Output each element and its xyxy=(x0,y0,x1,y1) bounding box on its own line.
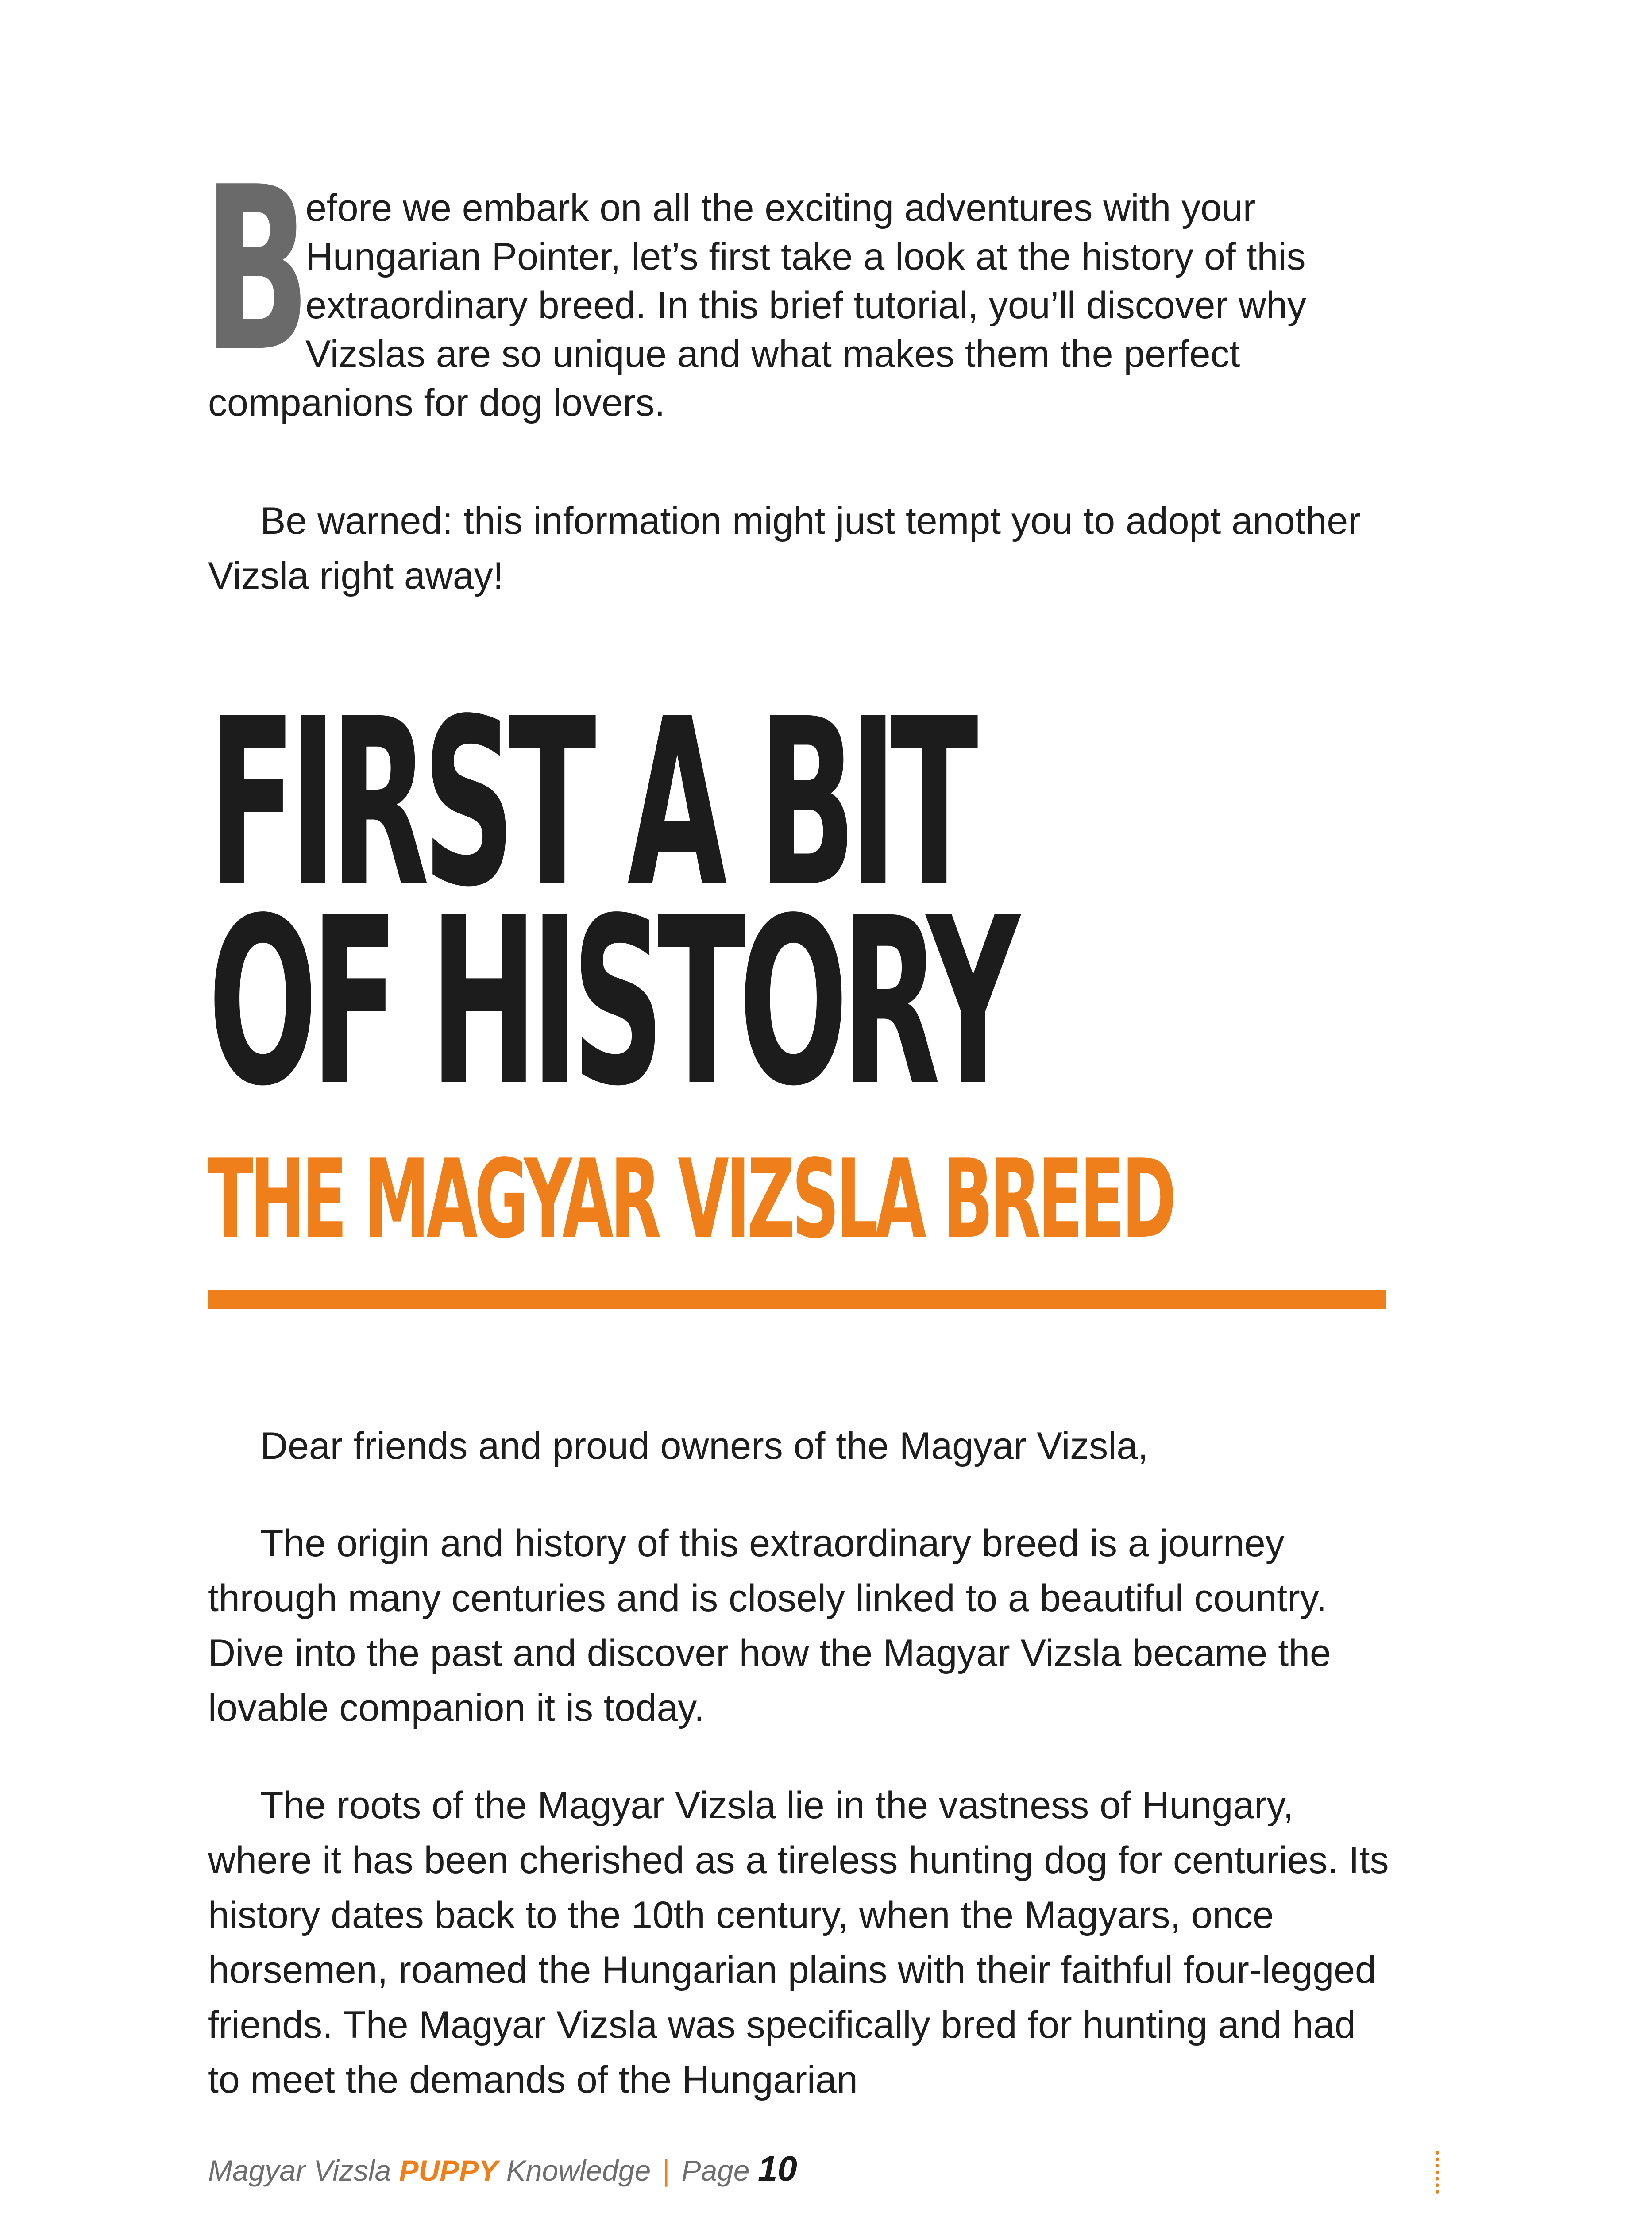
orange-divider xyxy=(208,1290,1386,1309)
intro-paragraph-2: Be warned: this information might just tempt you to adopt another Vizsla right away! xyxy=(208,500,1361,597)
page-footer xyxy=(208,2149,797,2190)
dotted-marker-icon xyxy=(1436,2151,1443,2194)
footer-page-label: Page xyxy=(681,2154,758,2187)
title-line-2: OF HISTORY xyxy=(208,868,1013,1137)
title-line-1: FIRST A BIT xyxy=(208,669,972,937)
drop-cap: B xyxy=(204,139,308,401)
page-subtitle: THE MAGYAR VIZSLA BREED xyxy=(208,1136,1173,1262)
footer-title-prefix: Magyar Vizsla xyxy=(208,2154,399,2187)
footer-title-suffix: Knowledge xyxy=(498,2154,651,2187)
body-paragraph: The roots of the Magyar Vizsla lie in the vastness of Hungary, where it has been cherished as a tireless hunting dog for centuries. Its history dates back to the 10th century, when the Magyars, once horsemen, roamed the Hungarian plains with their faithful four-legged friends. The Magyar Vizsla was specifically bred for hunting and had to meet the demands of the Hungarian xyxy=(208,1784,1389,2101)
body-paragraph: The origin and history of this extraordinary breed is a journey through many centuries and is closely linked to a beautiful country. Dive into the past and discover how the Magyar Vizsla became the lovable companion it is today. xyxy=(208,1522,1331,1729)
intro-section xyxy=(204,139,1386,427)
footer-separator: | xyxy=(662,2154,670,2187)
page-number: 10 xyxy=(757,2149,797,2188)
body-paragraph: Dear friends and proud owners of the Magyar Vizsla, xyxy=(260,1425,1149,1467)
intro-paragraph-1: efore we embark on all the exciting adventures with your Hungarian Pointer, let’s first take a look at the history of this extraordinary breed. In this brief tutorial, you’ll discover why Vizslas are so unique and what makes them the perfect companions for dog lovers. xyxy=(208,187,1306,424)
footer-title-accent: PUPPY xyxy=(399,2154,498,2187)
page-title xyxy=(208,669,1013,1137)
body-text xyxy=(208,1419,1394,2150)
